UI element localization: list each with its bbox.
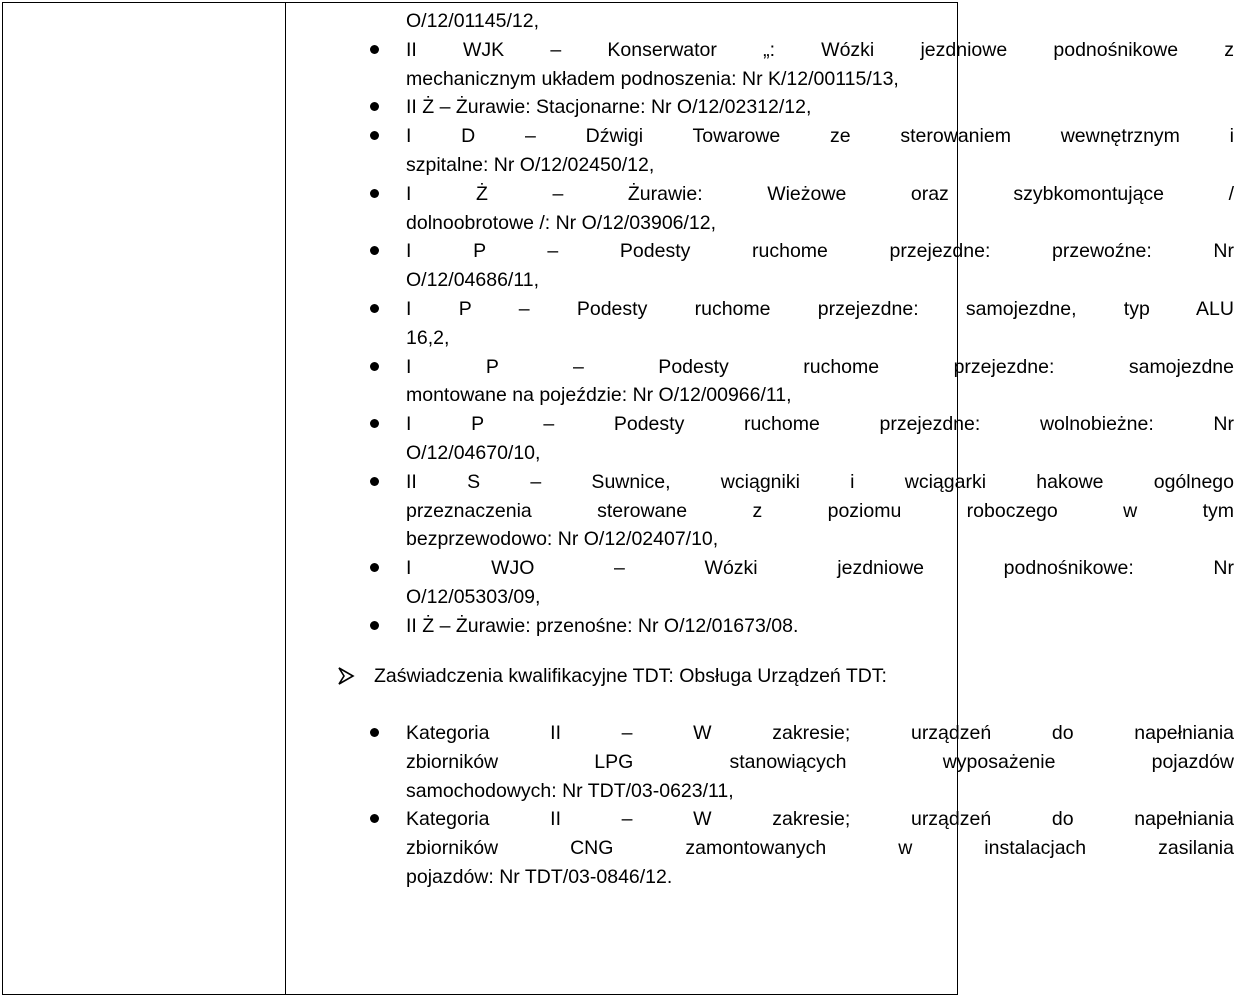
bullet-icon [370, 362, 379, 371]
bullet-icon [370, 246, 379, 255]
list-item-line: O/12/01145/12, [406, 10, 539, 32]
list-item-line: I D – Dźwigi Towarowe ze sterowaniem wewnętrznym i [406, 125, 1234, 148]
content-cell [286, 3, 1234, 994]
list-item-line: szpitalne: Nr O/12/02450/12, [406, 154, 655, 176]
list-item-line: zbiorników LPG stanowiących wyposażenie pojazdów [406, 750, 1234, 773]
list-item-line: O/12/04686/11, [406, 269, 539, 292]
list-item-line: I P – Podesty ruchome przejezdne: samojezdne, typ ALU [406, 298, 1234, 320]
list-item-line: bezprzewodowo: Nr O/12/02407/10, [406, 528, 719, 551]
list-item-line: I Ż – Żurawie: Wieżowe oraz szybkomontujące / [406, 182, 1234, 205]
list-item-line: przeznaczenia sterowane z poziomu roboczego w tym [406, 499, 1234, 522]
bullet-icon [370, 45, 379, 54]
bullet-icon [370, 563, 379, 572]
list-item-line: I P – Podesty ruchome przejezdne: samojezdne [406, 355, 1234, 378]
bullet-icon [370, 304, 379, 313]
list-item-line: dolnoobrotowe /: Nr O/12/03906/12, [406, 211, 717, 234]
bullet-icon [370, 131, 379, 140]
list-item-line: samochodowych: Nr TDT/03-0623/11, [406, 779, 734, 802]
bullet-icon [370, 728, 379, 737]
list-item-line: mechanicznym układem podnoszenia: Nr K/12/00115/13, [406, 67, 899, 90]
bullet-icon [370, 814, 379, 823]
list-item-line: Kategoria II – W zakresie; urządzeń do napełniania [406, 722, 1234, 744]
bullet-icon [370, 419, 379, 428]
bullet-icon [370, 102, 379, 111]
list-item-line: pojazdów: Nr TDT/03-0846/12. [406, 866, 673, 888]
list-item-line: O/12/05303/09, [406, 586, 541, 608]
list-item-line: I WJO – Wózki jezdniowe podnośnikowe: Nr [406, 557, 1234, 580]
list-item-line: montowane na pojeździe: Nr O/12/00966/11, [406, 384, 792, 407]
list-item-line: O/12/04670/10, [406, 442, 541, 464]
table-frame [2, 2, 1234, 995]
list-item-line: I P – Podesty ruchome przejezdne: przewoźne: Nr [406, 240, 1234, 263]
section-heading: Zaświadczenia kwalifikacyjne TDT: Obsługa Urządzeń TDT: [374, 665, 887, 687]
arrow-bullet-icon [336, 666, 356, 686]
list-item-line: II WJK – Konserwator „: Wózki jezdniowe podnośnikowe z [406, 38, 1234, 61]
bullet-icon [370, 477, 379, 486]
list-item-line: I P – Podesty ruchome przejezdne: wolnobieżne: Nr [406, 413, 1234, 436]
list-item-line: II Ż – Żurawie: Stacjonarne: Nr O/12/02312/12, [406, 96, 812, 119]
list-item-line: II Ż – Żurawie: przenośne: Nr O/12/01673/08. [406, 614, 799, 637]
list-item-line: Kategoria II – W zakresie; urządzeń do napełniania [406, 808, 1234, 831]
list-item-line: zbiorników CNG zamontowanych w instalacjach zasilania [406, 837, 1234, 860]
bullet-icon [370, 189, 379, 198]
list-item-line: 16,2, [406, 326, 450, 349]
bullet-icon [370, 621, 379, 630]
list-item-line: II S – Suwnice, wciągniki i wciągarki hakowe ogólnego [406, 470, 1234, 493]
